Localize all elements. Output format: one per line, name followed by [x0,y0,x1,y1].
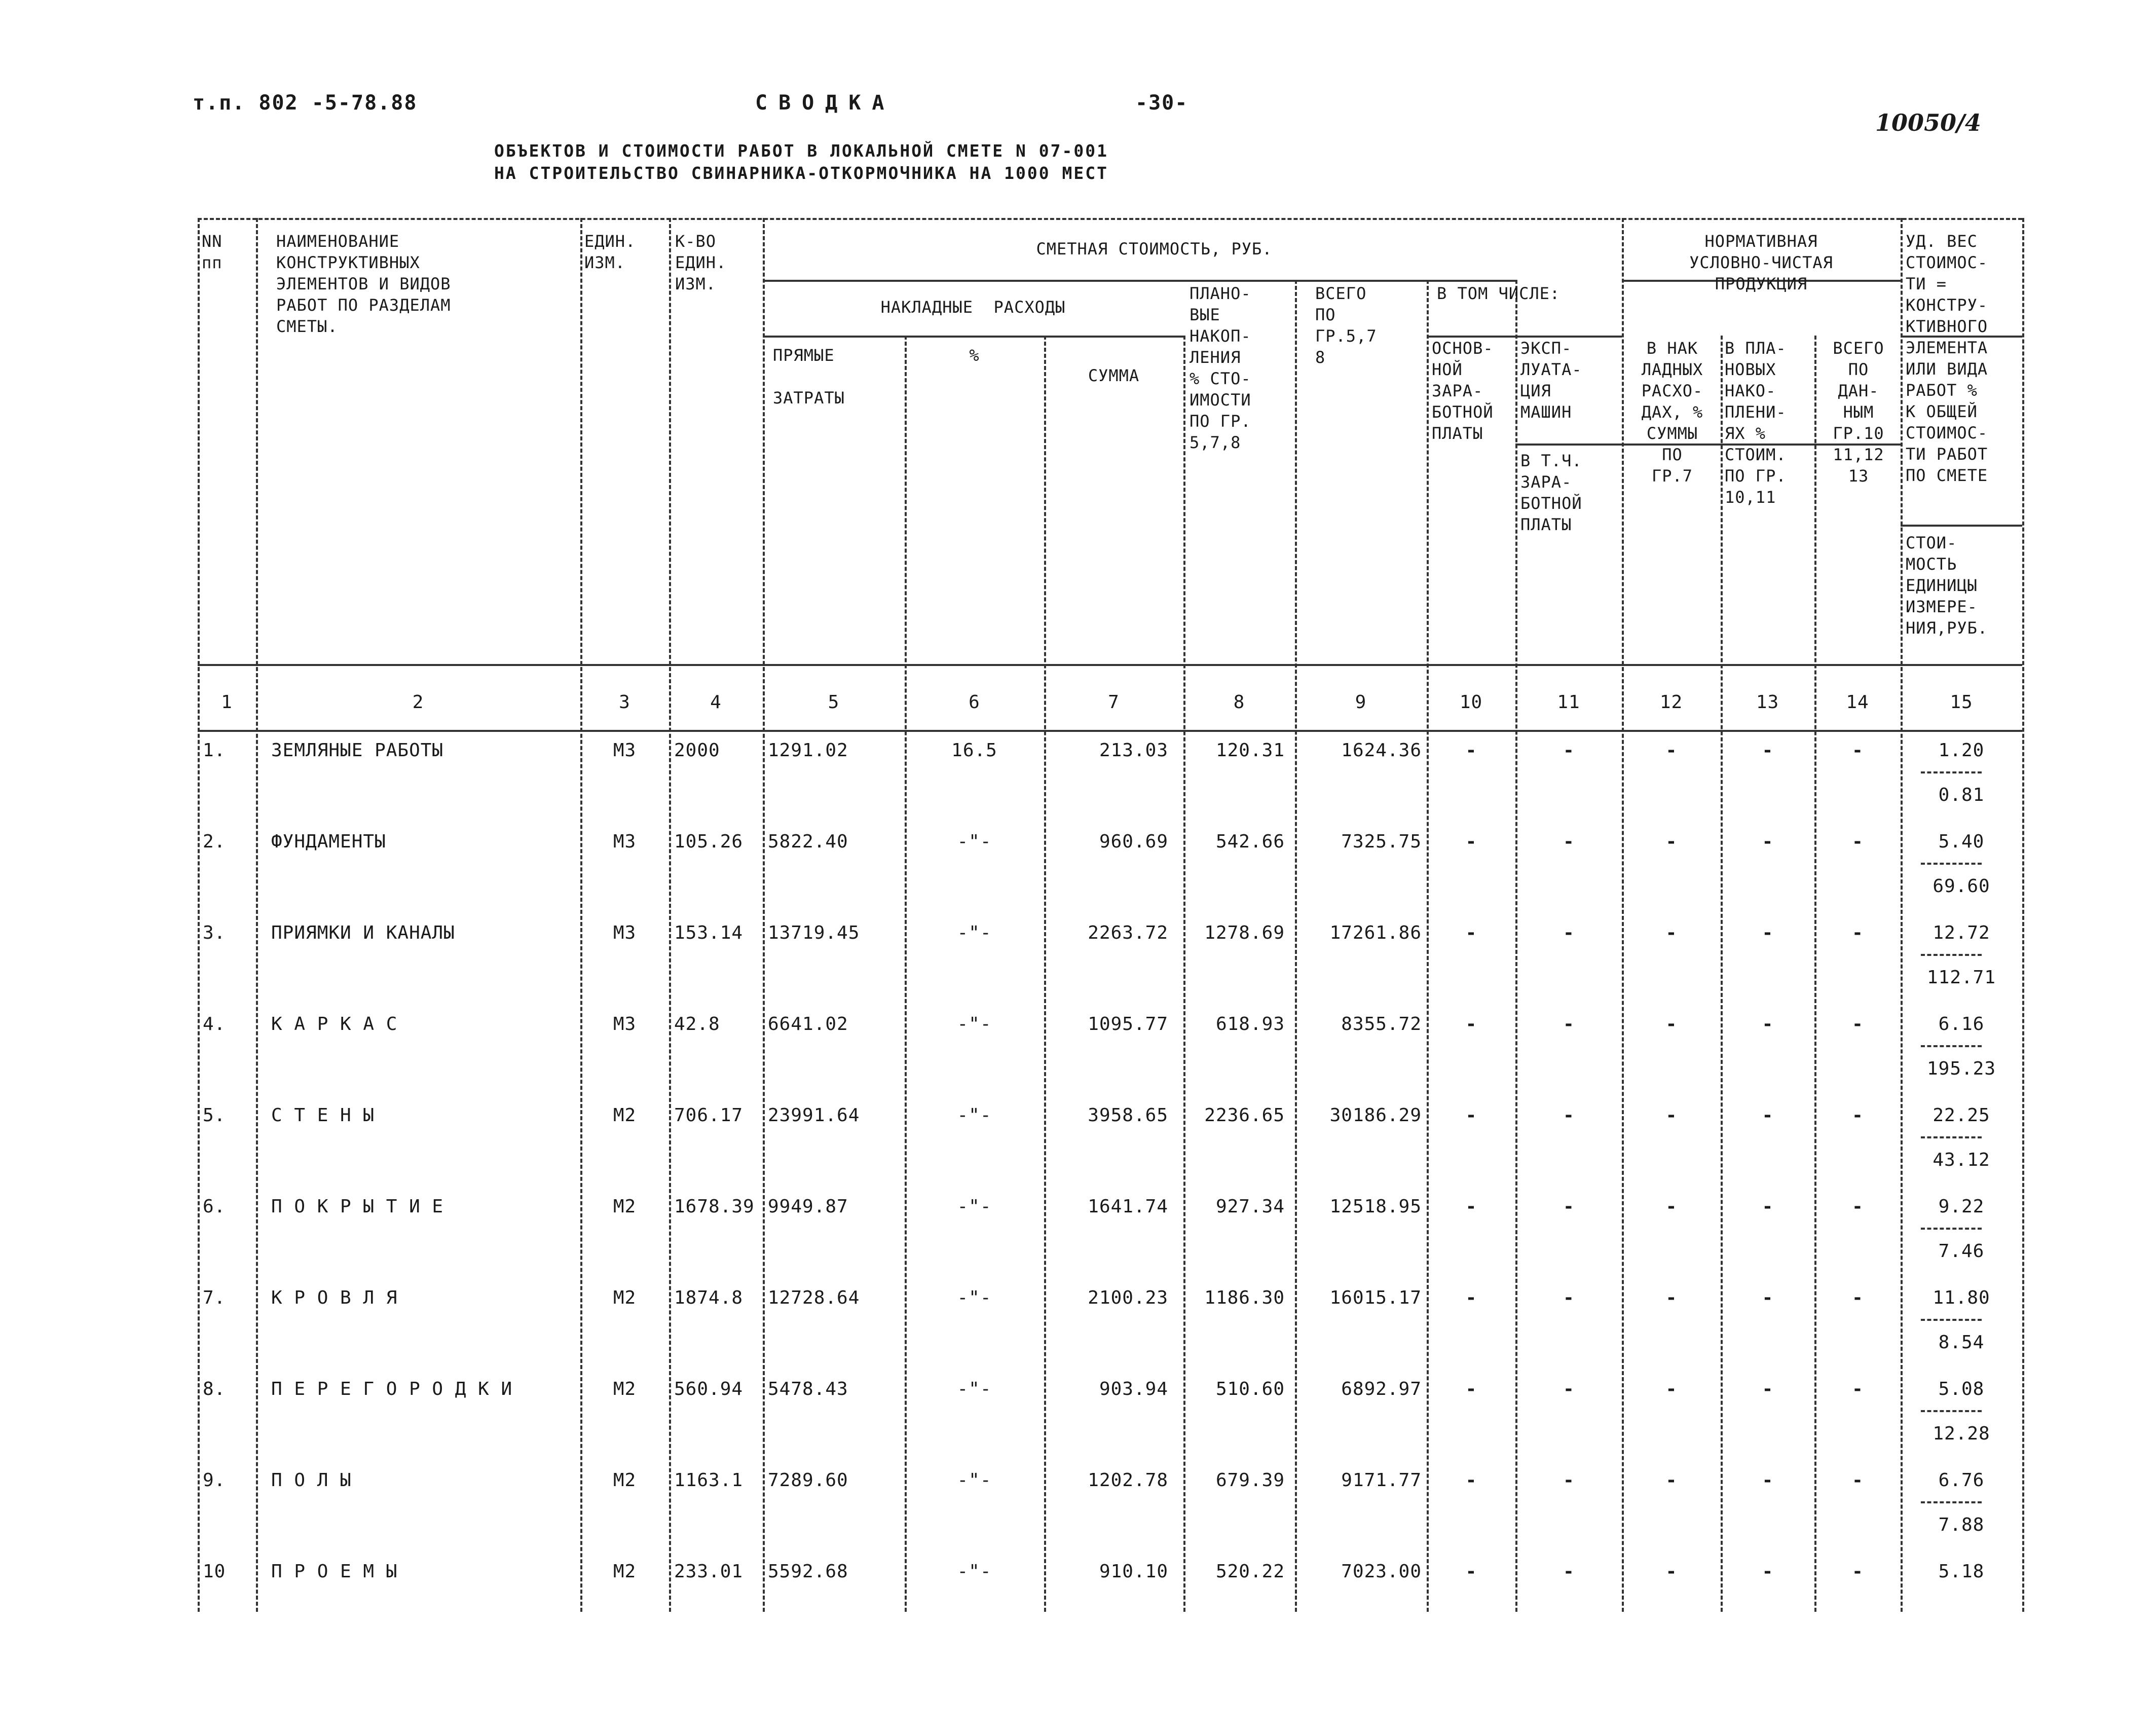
row-empty-dash: - [1762,1379,1773,1399]
row-qty: 1163.1 [674,1470,744,1491]
row-number: 6. [203,1196,226,1217]
column-rule [1814,336,1816,1612]
row-empty-dash: - [1762,1014,1773,1035]
row-empty-dash: - [1665,1287,1677,1308]
row-empty-dash: - [1665,1105,1677,1126]
header-nakl: НАКЛАДНЫЕ РАСХОДЫ [880,298,1066,317]
header-c10: ОСНОВ- НОЙ ЗАРА- БОТНОЙ ПЛАТЫ [1432,339,1494,443]
column-rule [198,218,200,1612]
column-rule [256,218,258,1612]
row-empty-dash: - [1563,1379,1574,1399]
row-number: 5. [203,1105,226,1126]
cost-header-rule [763,280,1515,282]
row-empty-dash: - [1563,1196,1574,1217]
header-c11b: В Т.Ч. ЗАРА- БОТНОЙ ПЛАТЫ [1520,451,1582,534]
row-unit-cost: 43.12 [1933,1150,1990,1170]
column-number: 10 [1459,692,1483,713]
column-rule [1427,280,1429,1612]
column-rule [1295,280,1297,1612]
header-c15b: СТОИ- МОСТЬ ЕДИНИЦЫ ИЗМЕРЕ- НИЯ,РУБ. [1906,533,1988,638]
table-top-rule [198,218,2022,220]
column-rule [763,218,765,1612]
row-direct-costs: 23991.64 [768,1105,860,1126]
row-overhead-sum: 903.94 [1099,1379,1168,1399]
row-weight-divider [1921,1228,1982,1230]
title-line-1: ОБЪЕКТОВ И СТОИМОСТИ РАБОТ В ЛОКАЛЬНОЙ СМЕТЕ N 07-001 [494,141,1108,161]
row-weight-divider [1921,1501,1982,1503]
row-qty: 560.94 [674,1379,744,1399]
row-overhead-sum: 1095.77 [1088,1014,1168,1035]
row-qty: 2000 [674,740,720,761]
header-norm: НОРМАТИВНАЯ УСЛОВНО-ЧИСТАЯ ПРОДУКЦИЯ [1689,232,1833,293]
row-unit: М2 [613,1105,637,1126]
row-unit: М3 [613,922,637,943]
row-number: 2. [203,831,226,852]
row-empty-dash: - [1465,740,1477,761]
row-empty-dash: - [1465,1014,1477,1035]
column-rule [580,218,582,1612]
row-empty-dash: - [1762,922,1773,943]
row-empty-dash: - [1465,1379,1477,1399]
row-empty-dash: - [1852,1196,1863,1217]
row-name: К Р О В Л Я [271,1287,398,1308]
row-weight-divider [1921,1045,1982,1047]
page-number: -30- [1135,91,1188,115]
header-c9: ВСЕГО ПО ГР.5,7 8 [1315,284,1377,367]
row-direct-costs: 13719.45 [768,922,860,943]
row-qty: 233.01 [674,1561,744,1582]
column-rule [1721,336,1723,1612]
row-weight-divider [1921,1319,1982,1321]
header-c14: ВСЕГО ПО ДАН- НЫМ ГР.10 11,12 13 [1833,339,1884,486]
column-rule [1515,280,1517,1612]
row-total: 16015.17 [1329,1287,1422,1308]
column-rule [1044,336,1046,1612]
row-unit-cost: 69.60 [1933,876,1990,897]
row-qty: 1874.8 [674,1287,744,1308]
row-planned-savings: 1186.30 [1204,1287,1285,1308]
row-empty-dash: - [1665,1196,1677,1217]
row-qty: 706.17 [674,1105,744,1126]
row-empty-dash: - [1563,831,1574,852]
row-direct-costs: 5478.43 [768,1379,848,1399]
row-empty-dash: - [1563,1470,1574,1491]
column-number: 9 [1355,692,1367,713]
row-unit-cost: 7.46 [1938,1241,1985,1262]
column-rule [1622,218,1624,1612]
row-total: 1624.36 [1341,740,1422,761]
row-empty-dash: - [1465,1287,1477,1308]
row-qty: 105.26 [674,831,744,852]
row-unit: М2 [613,1287,637,1308]
row-unit: М2 [613,1379,637,1399]
row-empty-dash: - [1762,1470,1773,1491]
row-total: 12518.95 [1329,1196,1422,1217]
row-number: 4. [203,1014,226,1035]
row-name: С Т Е Н Ы [271,1105,375,1126]
row-overhead-pct: -"- [957,831,992,852]
row-name: ПРИЯМКИ И КАНАЛЫ [271,922,455,943]
row-empty-dash: - [1762,831,1773,852]
column-number: 15 [1950,692,1973,713]
column-rule [2022,218,2024,1612]
row-direct-costs: 1291.02 [768,740,848,761]
row-total: 7325.75 [1341,831,1422,852]
row-planned-savings: 2236.65 [1204,1105,1285,1126]
row-overhead-sum: 1202.78 [1088,1470,1168,1491]
row-weight-divider [1921,954,1982,956]
row-number: 10 [203,1561,226,1582]
row-weight-pct: 9.22 [1938,1196,1985,1217]
header-c4: К-ВО ЕДИН. ИЗМ. [675,232,727,293]
machine-sub-rule [1515,444,1622,446]
row-empty-dash: - [1762,1196,1773,1217]
row-empty-dash: - [1852,1561,1863,1582]
row-empty-dash: - [1465,1105,1477,1126]
row-overhead-sum: 2263.72 [1088,922,1168,943]
row-overhead-sum: 3958.65 [1088,1105,1168,1126]
row-overhead-pct: -"- [957,1470,992,1491]
row-planned-savings: 510.60 [1215,1379,1285,1399]
header-c5: ПРЯМЫЕ ЗАТРАТЫ [773,346,845,408]
handwritten-stamp: 10050/4 [1875,109,1981,136]
row-planned-savings: 679.39 [1215,1470,1285,1491]
row-name: П Р О Е М Ы [271,1561,398,1582]
column-number: 4 [710,692,722,713]
row-total: 6892.97 [1341,1379,1422,1399]
row-direct-costs: 12728.64 [768,1287,860,1308]
doc-heading: СВОДКА [755,91,896,115]
row-unit: М2 [613,1470,637,1491]
row-direct-costs: 5822.40 [768,831,848,852]
row-weight-pct: 1.20 [1938,740,1985,761]
row-empty-dash: - [1665,1379,1677,1399]
row-name: П О Л Ы [271,1470,352,1491]
row-weight-divider [1921,1136,1982,1138]
row-empty-dash: - [1852,1470,1863,1491]
row-overhead-sum: 213.03 [1099,740,1168,761]
row-planned-savings: 1278.69 [1204,922,1285,943]
column-number: 3 [619,692,630,713]
row-number: 1. [203,740,226,761]
column-number: 14 [1846,692,1869,713]
row-unit: М3 [613,740,637,761]
row-empty-dash: - [1563,1287,1574,1308]
row-planned-savings: 618.93 [1215,1014,1285,1035]
row-empty-dash: - [1762,740,1773,761]
row-name: ЗЕМЛЯНЫЕ РАБОТЫ [271,740,444,761]
row-empty-dash: - [1852,1287,1863,1308]
row-direct-costs: 9949.87 [768,1196,848,1217]
overhead-header-rule [763,336,1183,338]
row-overhead-pct: -"- [957,1561,992,1582]
row-overhead-pct: -"- [957,1105,992,1126]
column-number: 5 [828,692,840,713]
row-name: ФУНДАМЕНТЫ [271,831,386,852]
row-weight-pct: 11.80 [1933,1287,1990,1308]
row-empty-dash: - [1852,1379,1863,1399]
header-c2: НАИМЕНОВАНИЕ КОНСТРУКТИВНЫХ ЭЛЕМЕНТОВ И ВИДОВ РАБОТ ПО РАЗДЕЛАМ СМЕТЫ. [276,232,451,336]
row-total: 30186.29 [1329,1105,1422,1126]
row-unit-cost: 195.23 [1926,1058,1996,1079]
header-bottom-rule [198,664,2022,666]
numbers-bottom-rule [198,730,2022,732]
header-smet: СМЕТНАЯ СТОИМОСТЬ, РУБ. [1036,239,1273,258]
row-unit: М2 [613,1196,637,1217]
row-number: 3. [203,922,226,943]
row-weight-divider [1921,1410,1982,1412]
row-empty-dash: - [1563,1014,1574,1035]
row-weight-divider [1921,863,1982,865]
header-vtom: В ТОМ ЧИСЛЕ: [1437,284,1560,303]
row-planned-savings: 520.22 [1215,1561,1285,1582]
row-qty: 1678.39 [674,1196,755,1217]
row-unit: М3 [613,1014,637,1035]
row-weight-divider [1921,771,1982,773]
row-overhead-pct: -"- [957,1379,992,1399]
row-planned-savings: 120.31 [1215,740,1285,761]
row-empty-dash: - [1762,1105,1773,1126]
row-empty-dash: - [1563,1105,1574,1126]
column-number: 6 [969,692,980,713]
row-name: П О К Р Ы Т И Е [271,1196,444,1217]
row-empty-dash: - [1465,831,1477,852]
column-number: 13 [1756,692,1779,713]
row-number: 8. [203,1379,226,1399]
column-number: 2 [412,692,424,713]
row-unit-cost: 12.28 [1933,1423,1990,1444]
header-c12: В НАК ЛАДНЫХ РАСХО- ДАХ, % СУММЫ ПО ГР.7 [1641,339,1703,486]
row-direct-costs: 6641.02 [768,1014,848,1035]
header-c7: СУММА [1088,366,1140,385]
column-rule [1183,336,1185,1612]
row-empty-dash: - [1563,740,1574,761]
row-empty-dash: - [1563,1561,1574,1582]
column-number: 12 [1659,692,1683,713]
row-empty-dash: - [1852,740,1863,761]
row-weight-pct: 6.76 [1938,1470,1985,1491]
row-empty-dash: - [1665,740,1677,761]
row-empty-dash: - [1465,1196,1477,1217]
row-unit-cost: 7.88 [1938,1515,1985,1535]
row-total: 8355.72 [1341,1014,1422,1035]
row-weight-pct: 22.25 [1933,1105,1990,1126]
row-name: К А Р К А С [271,1014,398,1035]
row-weight-pct: 5.40 [1938,831,1985,852]
row-total: 7023.00 [1341,1561,1422,1582]
row-empty-dash: - [1665,1561,1677,1582]
row-empty-dash: - [1762,1561,1773,1582]
row-empty-dash: - [1665,1470,1677,1491]
column-number: 7 [1108,692,1120,713]
row-total: 17261.86 [1329,922,1422,943]
row-weight-pct: 6.16 [1938,1014,1985,1035]
row-empty-dash: - [1465,1470,1477,1491]
title-line-2: НА СТРОИТЕЛЬСТВО СВИНАРНИКА-ОТКОРМОЧНИКА НА 1000 МЕСТ [494,163,1108,183]
row-empty-dash: - [1665,831,1677,852]
row-overhead-pct: -"- [957,1287,992,1308]
row-overhead-pct: -"- [957,1014,992,1035]
row-empty-dash: - [1852,922,1863,943]
header-c6: % [969,346,980,365]
row-name: П Е Р Е Г О Р О Д К И [271,1379,513,1399]
header-c3: ЕДИН. ИЗМ. [584,232,636,272]
row-empty-dash: - [1465,922,1477,943]
header-c13: В ПЛА- НОВЫХ НАКО- ПЛЕНИ- ЯХ % СТОИМ. ПО ГР. 10,11 [1725,339,1787,507]
row-planned-savings: 927.34 [1215,1196,1285,1217]
row-overhead-pct: -"- [957,922,992,943]
row-empty-dash: - [1665,1014,1677,1035]
doc-code: т.п. 802 -5-78.88 [193,91,418,115]
row-total: 9171.77 [1341,1470,1422,1491]
row-empty-dash: - [1852,831,1863,852]
header-c8: ПЛАНО- ВЫЕ НАКОП- ЛЕНИЯ % СТО- ИМОСТИ ПО ГР. 5,7,8 [1190,284,1251,452]
row-overhead-sum: 2100.23 [1088,1287,1168,1308]
row-weight-pct: 5.18 [1938,1561,1985,1582]
row-unit: М2 [613,1561,637,1582]
weight-sub-rule [1901,525,2022,527]
column-rule [905,336,907,1612]
row-weight-pct: 5.08 [1938,1379,1985,1399]
column-number: 1 [221,692,233,713]
row-direct-costs: 5592.68 [768,1561,848,1582]
row-overhead-pct: 16.5 [951,740,997,761]
row-empty-dash: - [1852,1014,1863,1035]
row-empty-dash: - [1465,1561,1477,1582]
column-rule [669,218,671,1612]
column-number: 11 [1557,692,1580,713]
column-number: 8 [1233,692,1245,713]
row-unit-cost: 112.71 [1926,967,1996,988]
header-c1: NN пп [202,232,222,272]
row-overhead-sum: 910.10 [1099,1561,1168,1582]
row-direct-costs: 7289.60 [768,1470,848,1491]
header-c15a: УД. ВЕС СТОИМОС- ТИ = КОНСТРУ- КТИВНОГО ЭЛЕМЕНТА ИЛИ ВИДА РАБОТ % К ОБЩЕЙ СТОИМОС- ТИ РАБОТ ПО СМЕТЕ [1906,232,1988,485]
header-c11a: ЭКСП- ЛУАТА- ЦИЯ МАШИН [1520,339,1582,422]
row-unit: М3 [613,831,637,852]
row-overhead-sum: 960.69 [1099,831,1168,852]
row-overhead-pct: -"- [957,1196,992,1217]
row-qty: 153.14 [674,922,744,943]
row-number: 7. [203,1287,226,1308]
row-empty-dash: - [1762,1287,1773,1308]
row-unit-cost: 8.54 [1938,1332,1985,1353]
row-number: 9. [203,1470,226,1491]
row-unit-cost: 0.81 [1938,785,1985,805]
row-planned-savings: 542.66 [1215,831,1285,852]
row-weight-pct: 12.72 [1933,922,1990,943]
row-qty: 42.8 [674,1014,720,1035]
row-overhead-sum: 1641.74 [1088,1196,1168,1217]
row-empty-dash: - [1852,1105,1863,1126]
row-empty-dash: - [1563,922,1574,943]
row-empty-dash: - [1665,922,1677,943]
column-rule [1901,218,1903,1612]
